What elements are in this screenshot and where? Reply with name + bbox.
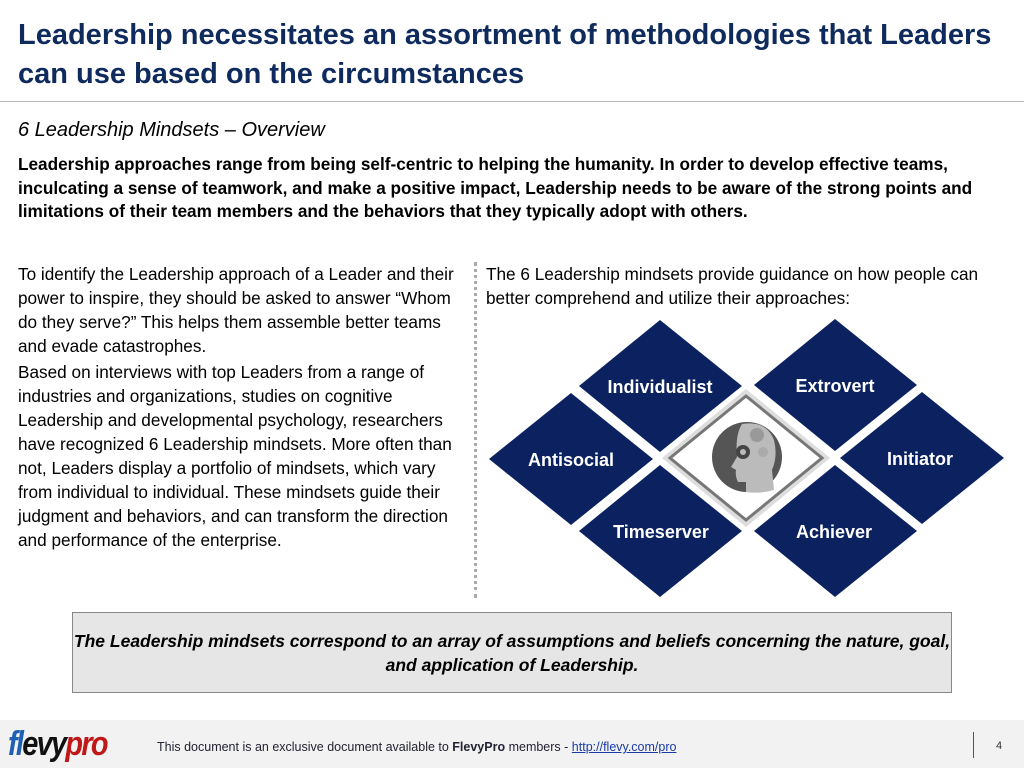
left-paragraph: Based on interviews with top Leaders from a range of industries and organizations, studies on cognitive Leadership and developmental psychology, researchers have recognized 6 Leadership mindsets. More often than not, Leaders display a portfolio of mindsets, which vary from individual to individual. These mindsets guide their judgment and behaviors, and can transform the direction and performance of the enterprise. (18, 362, 452, 550)
intro-text: Leadership approaches range from being self-centric to helping the humanity. In order to develop effective teams, inculcating a sense of teamwork, and make a positive impact, Leadership needs to be aware of the strong points and limitations of their team members and the behaviors that they typically adopt with others. (18, 154, 973, 221)
footer-brand: FlevyPro (452, 740, 506, 754)
left-paragraph: To identify the Leadership approach of a Leader and their power to inspire, they should be asked to answer “Whom do they serve?” This helps them assemble better teams and evade catastrophes. (18, 264, 454, 356)
footer-text-pre: This document is an exclusive document available to (157, 740, 453, 754)
flevypro-logo: flevypro (8, 725, 107, 763)
right-text: The 6 Leadership mindsets provide guidance on how people can better comprehend and utilize their approaches: (486, 264, 979, 308)
mindset-label: Individualist (607, 377, 713, 397)
section-subtitle: 6 Leadership Mindsets – Overview (18, 119, 325, 141)
mindset-label: Antisocial (527, 450, 615, 470)
mindset-label: Timeserver (613, 522, 709, 542)
footer-text-mid: members - (505, 740, 572, 754)
slide-title: Leadership necessitates an assortment of methodologies that Leaders can use based on the circumstances (18, 19, 992, 90)
callout-box: The Leadership mindsets correspond to an array of assumptions and beliefs concerning the nature, goal, and application of Leadership. (72, 612, 952, 693)
footer (0, 720, 1024, 768)
mindset-label: Extrovert (795, 376, 875, 396)
mindset-label: Initiator (887, 449, 953, 469)
mindset-label: Achiever (795, 522, 873, 542)
page-number: 4 (996, 740, 1003, 752)
flevy-pro-link[interactable]: http://flevy.com/pro (571, 740, 677, 754)
footer-separator (973, 732, 974, 758)
footer-text (157, 740, 676, 754)
